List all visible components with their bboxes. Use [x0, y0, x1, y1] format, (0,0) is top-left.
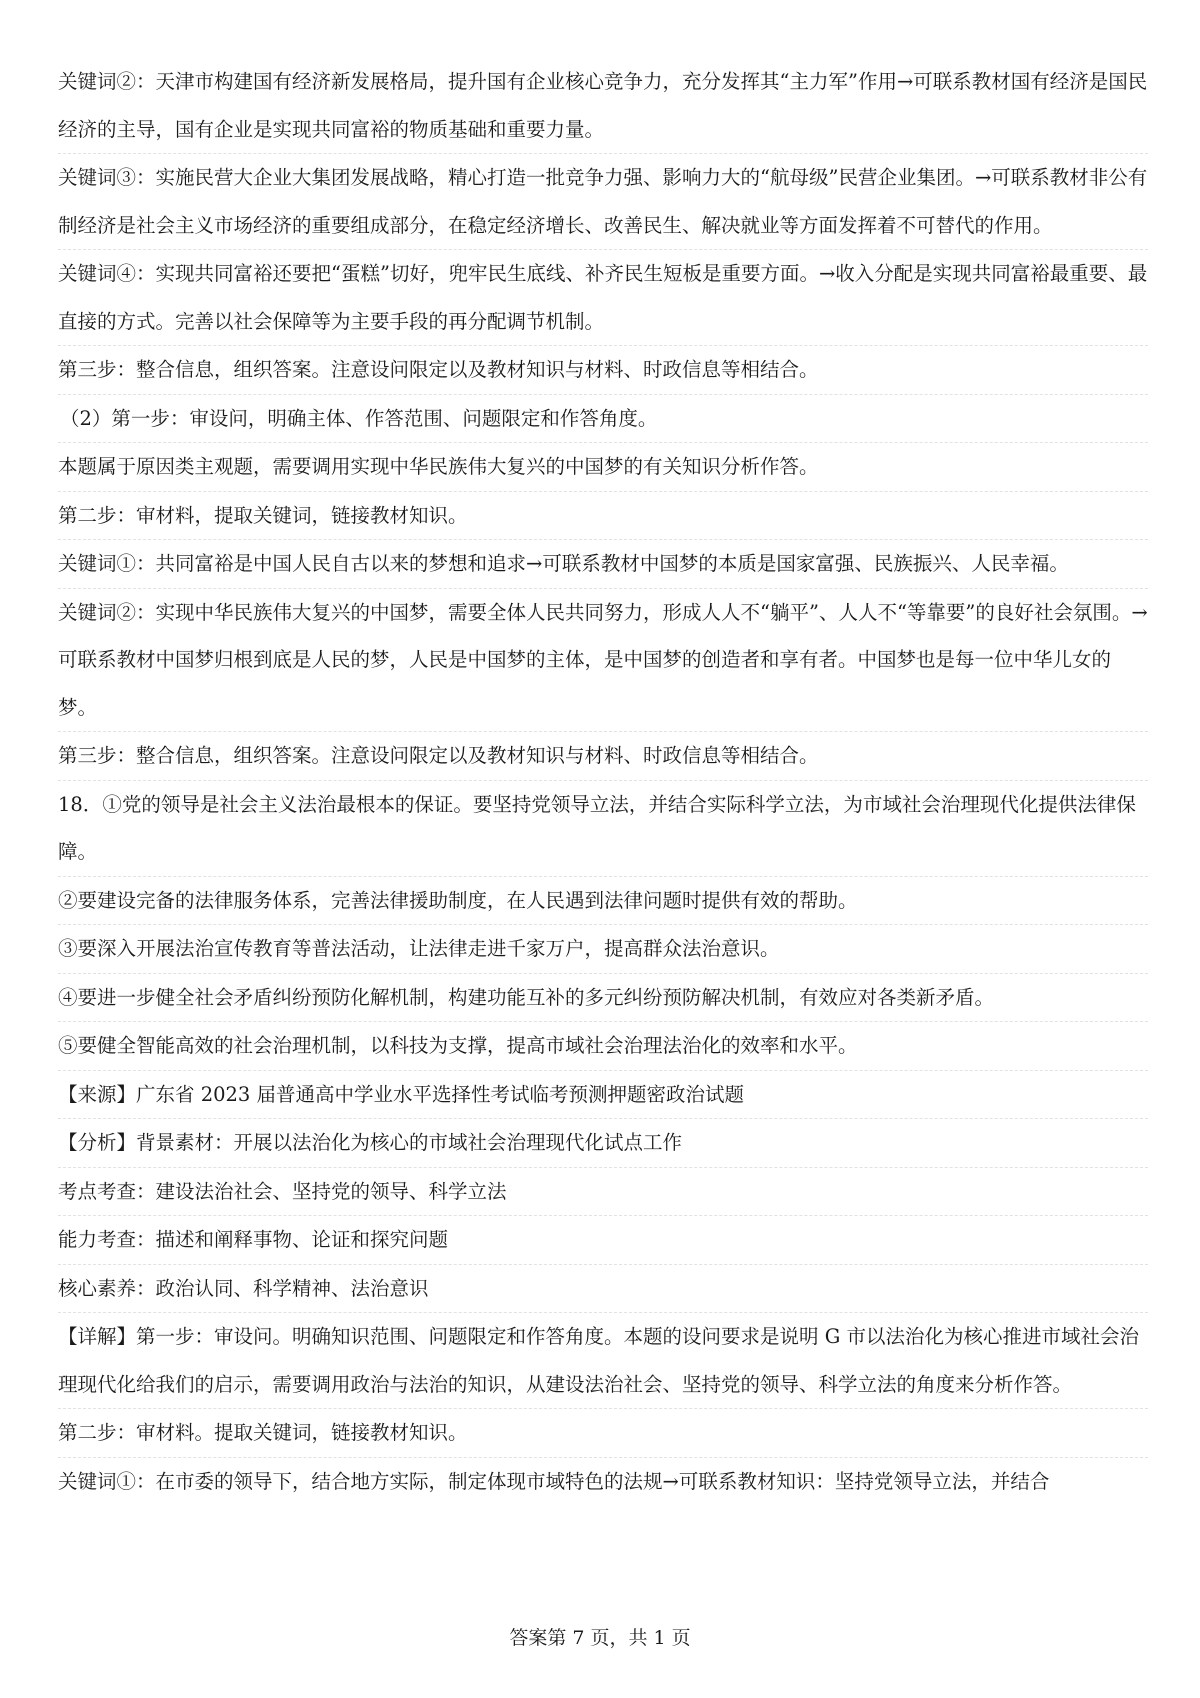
paragraph-detail-step-1: 【详解】第一步：审设问。明确知识范围、问题限定和作答角度。本题的设问要求是说明 G 市以法治化为核心推进市域社会治理现代化给我们的启示，需要调用政治与法治的知识，从建设法治社会、坚持党的领导、科学立法的角度来分析作答。: [58, 1313, 1148, 1409]
paragraph-q18-point-3: ③要深入开展法治宣传教育等普法活动，让法律走进千家万户，提高群众法治意识。: [58, 925, 1148, 974]
paragraph-core-literacy: 核心素养：政治认同、科学精神、法治意识: [58, 1265, 1148, 1314]
paragraph-q18-point-4: ④要进一步健全社会矛盾纠纷预防化解机制，构建功能互补的多元纠纷预防解决机制，有效应对各类新矛盾。: [58, 974, 1148, 1023]
paragraph-exam-points: 考点考查：建设法治社会、坚持党的领导、科学立法: [58, 1168, 1148, 1217]
page-footer: 答案第 7 页，共 1 页: [509, 1627, 691, 1649]
paragraph-q2-step-3: 第三步：整合信息，组织答案。注意设问限定以及教材知识与材料、时政信息等相结合。: [58, 732, 1148, 781]
paragraph-keyword-2-state-economy: 关键词②：天津市构建国有经济新发展格局，提升国有企业核心竞争力，充分发挥其“主力军”作用→可联系教材国有经济是国民经济的主导，国有企业是实现共同富裕的物质基础和重要力量。: [58, 58, 1148, 154]
paragraph-detail-keyword-1: 关键词①：在市委的领导下，结合地方实际，制定体现市域特色的法规→可联系教材知识：坚持党领导立法，并结合: [58, 1469, 1050, 1493]
paragraph-q18-point-5: ⑤要健全智能高效的社会治理机制，以科技为支撑，提高市域社会治理法治化的效率和水平。: [58, 1022, 1148, 1071]
paragraph-q2-step-2: 第二步：审材料，提取关键词，链接教材知识。: [58, 492, 1148, 541]
paragraph-q18-point-1: 18．①党的领导是社会主义法治最根本的保证。要坚持党领导立法，并结合实际科学立法，为市域社会治理现代化提供法律保障。: [58, 781, 1148, 877]
paragraph-analysis: 【分析】背景素材：开展以法治化为核心的市域社会治理现代化试点工作: [58, 1119, 1148, 1168]
paragraph-q2-keyword-1: 关键词①：共同富裕是中国人民自古以来的梦想和追求→可联系教材中国梦的本质是国家富强、民族振兴、人民幸福。: [58, 540, 1148, 589]
paragraph-q2-keyword-2: 关键词②：实现中华民族伟大复兴的中国梦，需要全体人民共同努力，形成人人不“躺平”、人人不“等靠要”的良好社会氛围。→可联系教材中国梦归根到底是人民的梦，人民是中国梦的主体，是中国梦的创造者和享有者。中国梦也是每一位中华儿女的梦。: [58, 589, 1148, 733]
paragraph-q2-question-type: 本题属于原因类主观题，需要调用实现中华民族伟大复兴的中国梦的有关知识分析作答。: [58, 443, 1148, 492]
paragraph-q18-point-2: ②要建设完备的法律服务体系，完善法律援助制度，在人民遇到法律问题时提供有效的帮助。: [58, 877, 1148, 926]
paragraph-detail-step-2: 第二步：审材料。提取关键词，链接教材知识。: [58, 1409, 1148, 1458]
paragraph-source: 【来源】广东省 2023 届普通高中学业水平选择性考试临考预测押题密政治试题: [58, 1071, 1148, 1120]
paragraph-q2-step-1: （2）第一步：审设问，明确主体、作答范围、问题限定和作答角度。: [58, 395, 1148, 444]
paragraph-keyword-3-private-enterprise: 关键词③：实施民营大企业大集团发展战略，精心打造一批竞争力强、影响力大的“航母级”民营企业集团。→可联系教材非公有制经济是社会主义市场经济的重要组成部分，在稳定经济增长、改善民生、解决就业等方面发挥着不可替代的作用。: [58, 154, 1148, 250]
paragraph-ability: 能力考查：描述和阐释事物、论证和探究问题: [58, 1216, 1148, 1265]
answer-document-body: [58, 58, 1148, 1505]
paragraph-keyword-4-distribution: 关键词④：实现共同富裕还要把“蛋糕”切好，兜牢民生底线、补齐民生短板是重要方面。→收入分配是实现共同富裕最重要、最直接的方式。完善以社会保障等为主要手段的再分配调节机制。: [58, 250, 1148, 346]
paragraph-step-3-organize: 第三步：整合信息，组织答案。注意设问限定以及教材知识与材料、时政信息等相结合。: [58, 346, 1148, 395]
